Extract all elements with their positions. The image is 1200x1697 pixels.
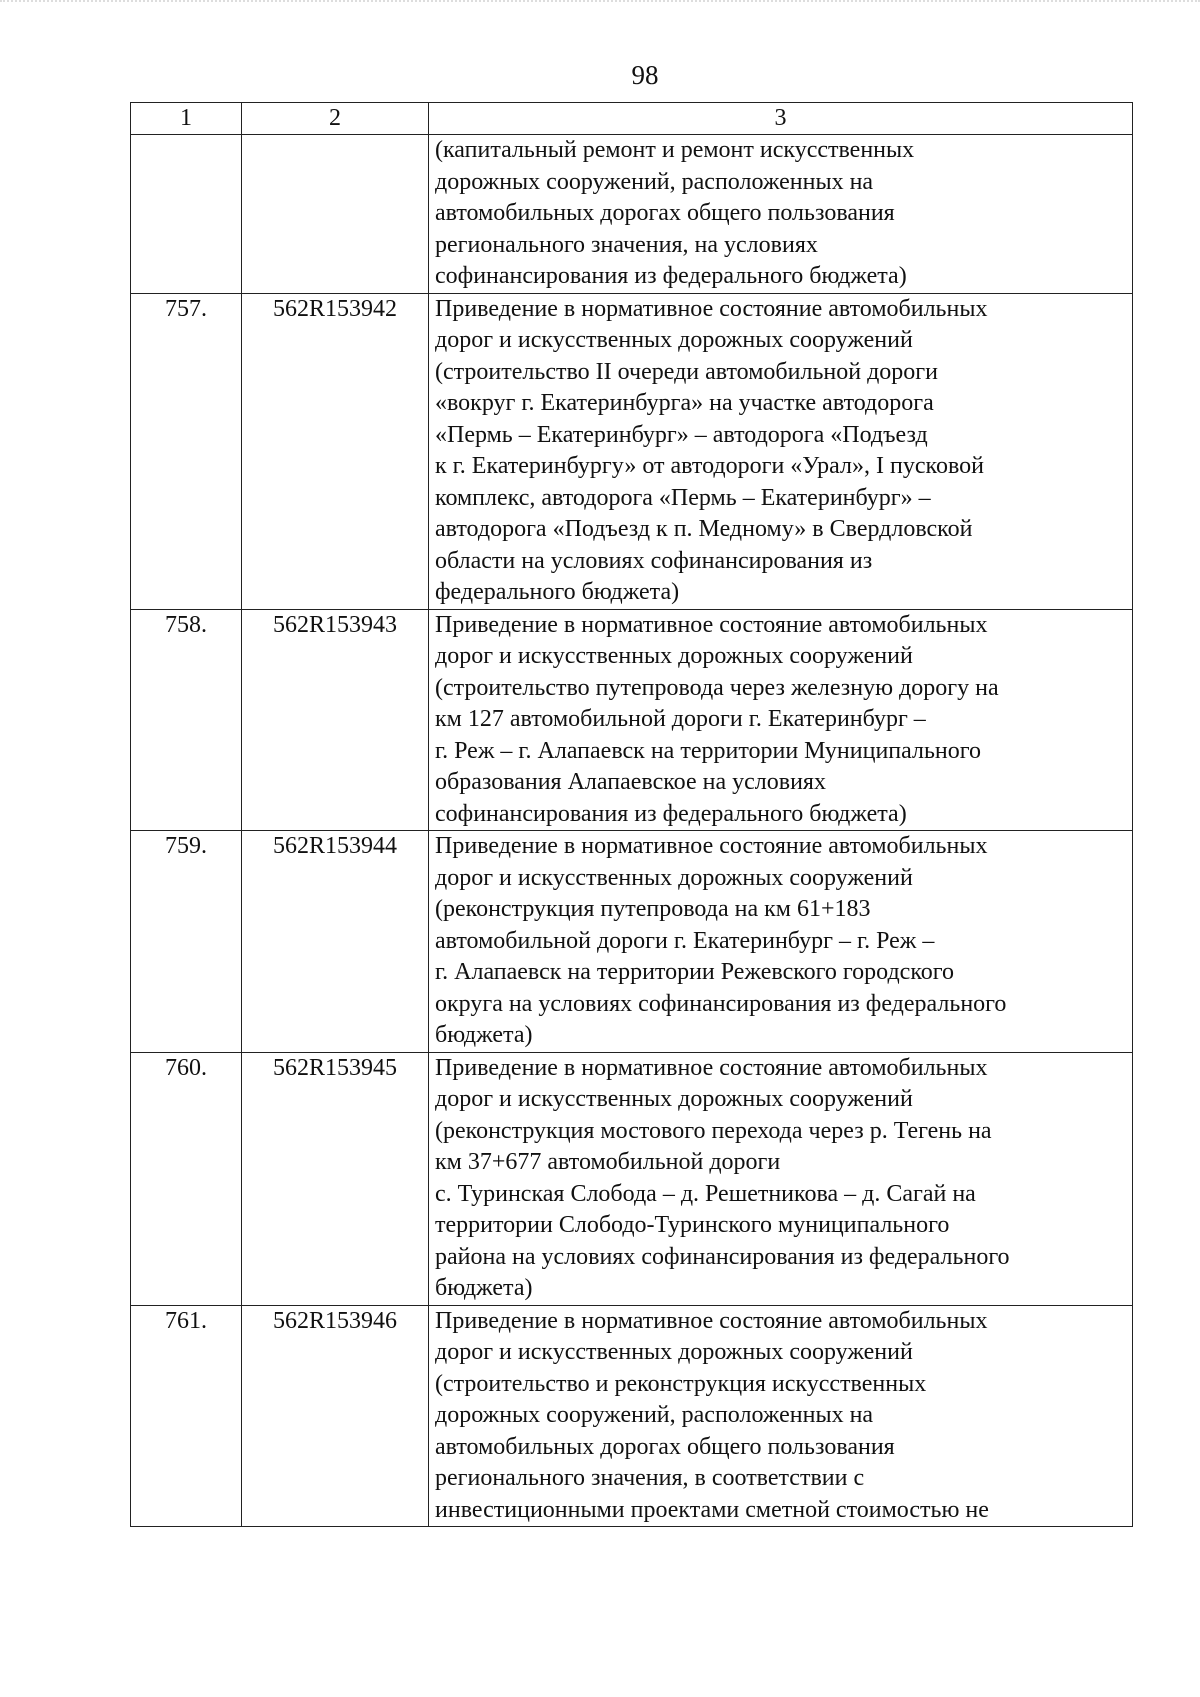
row-code: 562R153943 [242,609,429,831]
row-number: 758. [131,609,242,831]
scan-edge [0,0,1200,22]
row-code: 562R153942 [242,293,429,609]
table-row [131,293,1133,609]
column-header-3: 3 [429,103,1133,135]
row-description-text: Приведение в нормативное состояние автомобильных дорог и искусственных дорожных сооружений (строительство путепровода через железную дорогу на км 127 автомобильной дороги г. Екатеринбург – г. Реж – г. Алапаевск на территории Муниципального образования Алапаевское на условиях софинансирования из федерального бюджета) [435,611,999,827]
row-description-text: Приведение в нормативное состояние автомобильных дорог и искусственных дорожных сооружений (строительство и реконструкция искусственных дорожных сооружений, расположенных на автомобильных дорогах общего пользования регионального значения, в соответствии с инвестиционными проектами сметной стоимостью не [435,1307,989,1523]
table-row [131,609,1133,831]
row-description-text: Приведение в нормативное состояние автомобильных дорог и искусственных дорожных сооружений (реконструкция мостового перехода через р. Тегень на км 37+677 автомобильной дороги с. Туринская Слобода – д. Решетникова – д. Сагай на территории Слободо-Туринского муниципального района на условиях софинансирования из федерального бюджета) [435,1054,1010,1301]
row-description [429,135,1133,294]
row-description-text: (капитальный ремонт и ремонт искусственных дорожных сооружений, расположенных на автомобильных дорогах общего пользования регионального значения, на условиях софинансирования из федерального бюджета) [435,137,915,289]
row-description-text: Приведение в нормативное состояние автомобильных дорог и искусственных дорожных сооружений (строительство II очереди автомобильной дороги «вокруг г. Екатеринбурга» на участке автодорога «Пермь – Екатеринбург» – автодорога «Подъезд к г. Екатеринбургу» от автодороги «Урал», I пусковой комплекс, автодорога «Пермь – Екатеринбург» – автодорога «Подъезд к п. Медному» в Свердловской области на условиях софинансирования из федерального бюджета) [435,295,988,605]
row-code: 562R153944 [242,831,429,1053]
page-number: 98 [631,60,659,90]
row-number: 760. [131,1052,242,1305]
row-description [429,1305,1133,1527]
row-number: 757. [131,293,242,609]
row-code: 562R153946 [242,1305,429,1527]
table-row [131,1052,1133,1305]
column-header-1: 1 [131,103,242,135]
row-number [131,135,242,294]
row-description [429,831,1133,1053]
row-description [429,609,1133,831]
row-description-text: Приведение в нормативное состояние автомобильных дорог и искусственных дорожных сооружений (реконструкция путепровода на км 61+183 автомобильной дороги г. Екатеринбург – г. Реж – г. Алапаевск на территории Режевского городского округа на условиях софинансирования из федерального бюджета) [435,833,1007,1048]
table-header-row [131,103,1133,135]
row-code [242,135,429,294]
column-header-2: 2 [242,103,429,135]
row-description [429,293,1133,609]
table-row [131,831,1133,1053]
row-description [429,1052,1133,1305]
budget-code-table [130,102,1133,1527]
table-row [131,135,1133,294]
row-number: 761. [131,1305,242,1527]
row-number: 759. [131,831,242,1053]
table-row [131,1305,1133,1527]
row-code: 562R153945 [242,1052,429,1305]
